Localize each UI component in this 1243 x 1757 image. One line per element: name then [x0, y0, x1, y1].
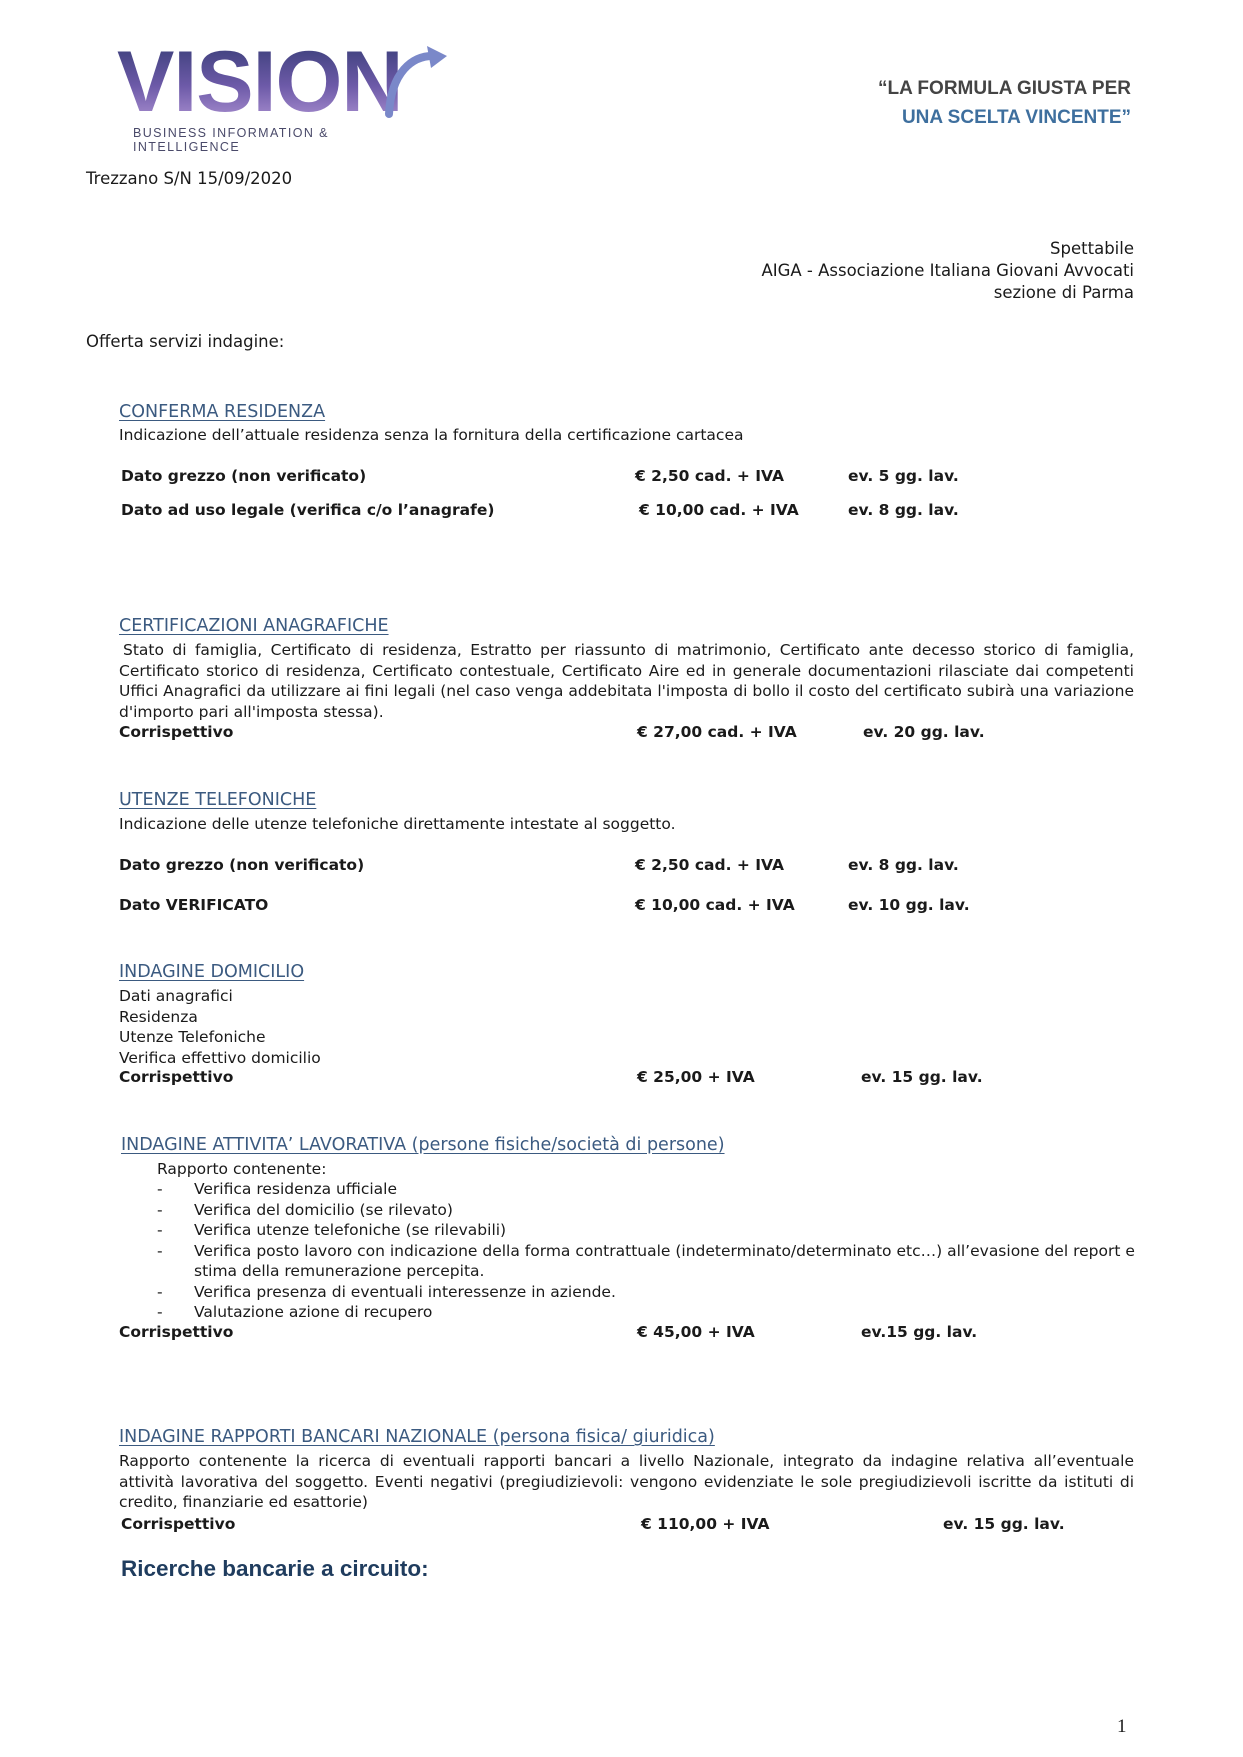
price-row: [0, 501, 1243, 523]
price-row: [0, 723, 1243, 745]
section-title-residenza: CONFERMA RESIDENZA: [119, 402, 326, 422]
price-time: ev. 10 gg. lav.: [848, 896, 970, 914]
section-title-lavorativa: INDAGINE ATTIVITA’ LAVORATIVA (persone fisiche/società di persone): [121, 1135, 725, 1155]
price-amount: € 2,50 cad. + IVA: [635, 467, 784, 485]
slogan: [878, 74, 1131, 132]
price-time: ev. 20 gg. lav.: [863, 723, 985, 741]
recipient-block: [761, 238, 1134, 304]
price-label: Corrispettivo: [119, 723, 234, 741]
price-label: Dato ad uso legale (verifica c/o l’anagrafe): [121, 501, 495, 519]
price-label: Corrispettivo: [121, 1515, 236, 1533]
lavorativa-bullets: [157, 1179, 1137, 1323]
section-title-certificazioni: CERTIFICAZIONI ANAGRAFICHE: [119, 616, 389, 636]
price-time: ev.15 gg. lav.: [861, 1323, 978, 1341]
slogan-line-2: UNA SCELTA VINCENTE”: [901, 107, 1131, 128]
price-row: [0, 1068, 1243, 1090]
price-amount: € 2,50 cad. + IVA: [635, 856, 784, 874]
section-desc-utenze: Indicazione delle utenze telefoniche direttamente intestate al soggetto.: [119, 815, 676, 833]
price-row: [0, 1515, 1243, 1537]
list-item: - Valutazione azione di recupero: [157, 1303, 433, 1321]
price-time: ev. 5 gg. lav.: [848, 467, 959, 485]
section-title-utenze: UTENZE TELEFONICHE: [119, 790, 317, 810]
price-row: [0, 856, 1243, 878]
list-item: Dati anagrafici: [119, 987, 233, 1005]
recipient-line: Spettabile: [1050, 239, 1134, 258]
price-amount: € 10,00 cad. + IVA: [635, 896, 795, 914]
logo-arrow-icon: [381, 44, 449, 120]
price-time: ev. 15 gg. lav.: [861, 1068, 983, 1086]
section-title-domicilio: INDAGINE DOMICILIO: [119, 962, 305, 982]
list-item: - Verifica posto lavoro con indicazione della forma contrattuale (indeterminato/determinato etc…) all’evasione del report e stima della remunerazione percepita.: [157, 1241, 1135, 1280]
list-item: - Verifica presenza di eventuali interessenze in aziende.: [157, 1282, 616, 1301]
price-row: [0, 896, 1243, 918]
price-time: ev. 15 gg. lav.: [943, 1515, 1065, 1533]
price-label: Corrispettivo: [119, 1068, 234, 1086]
price-label: Dato VERIFICATO: [119, 896, 269, 914]
price-amount: € 110,00 + IVA: [641, 1515, 770, 1533]
price-time: ev. 8 gg. lav.: [848, 856, 959, 874]
section-title-bancari: INDAGINE RAPPORTI BANCARI NAZIONALE (persona fisica/ giuridica): [119, 1427, 715, 1447]
list-item: - Verifica residenza ufficiale: [157, 1180, 398, 1198]
domicilio-items: [119, 986, 1134, 1068]
place-date: Trezzano S/N 15/09/2020: [86, 169, 293, 188]
section-title-ricerche-bancarie: Ricerche bancarie a circuito:: [121, 1556, 429, 1581]
offer-intro: Offerta servizi indagine:: [86, 332, 285, 351]
list-item: Utenze Telefoniche: [119, 1028, 266, 1046]
price-label: Dato grezzo (non verificato): [119, 856, 365, 874]
recipient-line: sezione di Parma: [993, 283, 1134, 302]
price-label: Dato grezzo (non verificato): [121, 467, 367, 485]
list-item: Residenza: [119, 1007, 198, 1026]
price-label: Corrispettivo: [119, 1323, 234, 1341]
price-amount: € 45,00 + IVA: [637, 1323, 755, 1341]
recipient-line: AIGA - Associazione Italiana Giovani Avvocati: [761, 261, 1134, 280]
price-amount: € 25,00 + IVA: [637, 1068, 755, 1086]
vision-logo: [117, 34, 437, 154]
list-item: - Verifica del domicilio (se rilevato): [157, 1200, 453, 1219]
section-desc-residenza: Indicazione dell’attuale residenza senza la fornitura della certificazione cartacea: [119, 426, 744, 444]
price-amount: € 27,00 cad. + IVA: [637, 723, 797, 741]
page-number: 1: [1117, 1716, 1127, 1737]
price-row: [0, 467, 1243, 489]
section-desc-bancari: Rapporto contenente la ricerca di eventuali rapporti bancari a livello Nazionale, integrato da indagine relativa all’eventuale attività lavorativa del soggetto. Eventi negativi (pregiudizievoli: vengono evidenziate le sole pregiudizievoli iscritte da istituti di credito, finanziarie ed esattorie): [119, 1452, 1134, 1511]
price-amount: € 10,00 cad. + IVA: [639, 501, 799, 519]
lavorativa-intro: Rapporto contenente:: [157, 1160, 327, 1178]
logo-subtitle: BUSINESS INFORMATION & INTELLIGENCE: [133, 126, 329, 154]
price-row: [0, 1323, 1243, 1345]
logo-wordmark: VISION: [117, 42, 437, 122]
slogan-line-1: “LA FORMULA GIUSTA PER: [878, 78, 1131, 99]
price-time: ev. 8 gg. lav.: [848, 501, 959, 519]
list-item: - Verifica utenze telefoniche (se rilevabili): [157, 1221, 507, 1239]
list-item: Verifica effettivo domicilio: [119, 1048, 321, 1067]
section-desc-certificazioni: Stato di famiglia, Certificato di residenza, Estratto per riassunto di matrimonio, Certificato ante decesso storico di famiglia, Certificato storico di residenza, Certificato contestuale, Certificato Aire ed in generale documentazioni rilasciate dai competenti Uffici Anagrafici da utilizzare ai fini legali (nel caso venga addebitata l'imposta di bollo il costo del certificato subirà una variazione d'importo pari all'imposta stessa).: [119, 641, 1134, 721]
